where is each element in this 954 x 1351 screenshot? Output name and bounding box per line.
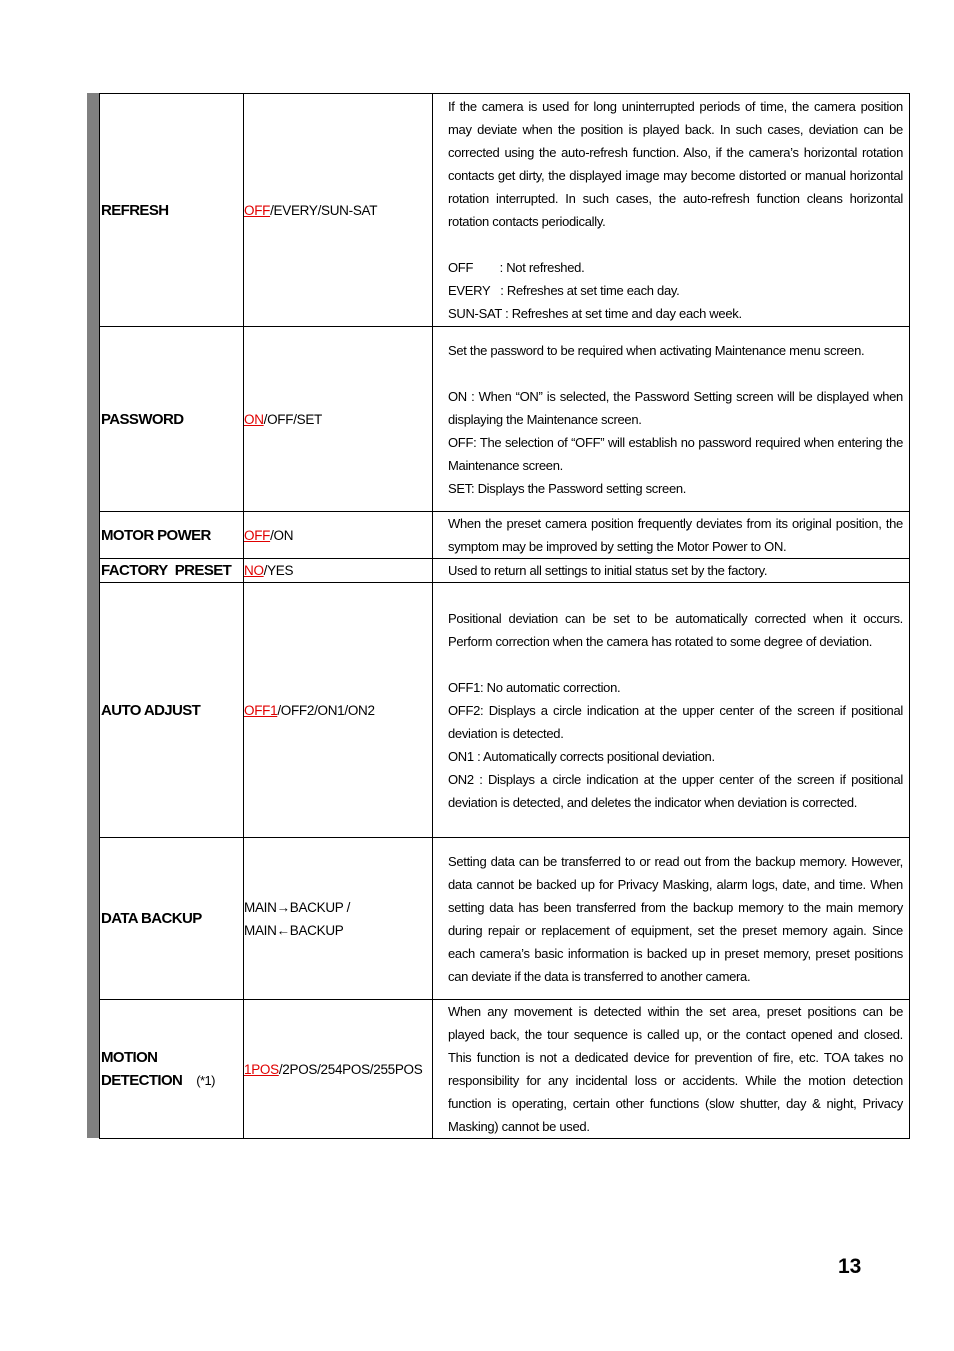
table-row: [100, 559, 910, 583]
item-options: OFF1/OFF2/ON1/ON2: [244, 583, 433, 838]
default-option: ON: [244, 411, 264, 427]
item-name: MOTOR POWER: [100, 512, 244, 559]
item-description: Set the password to be required when activating Maintenance menu screen. ON : When “ON” is selected, the Password Setting screen will be displayed when displaying the Maintenance screen. OFF: The selection of “OFF” will establish no password required when entering the Maintenance screen. SET: Displays the Password setting screen.: [433, 327, 910, 512]
footnote-ref: (*1): [196, 1073, 215, 1088]
item-options: ON/OFF/SET: [244, 327, 433, 512]
item-description: Positional deviation can be set to be automatically corrected when it occurs. Perform correction when the camera has rotated to some degree of deviation. OFF1: No automatic correction. OFF2: Displays a circle indication at the upper center of the screen if positional deviation is detected. ON1 : Automatically corrects positional deviation. ON2 : Displays a circle indication at the upper center of the screen if positional deviation is detected, and deletes the indicator when deviation is corrected.: [433, 583, 910, 838]
item-description: When the preset camera position frequently deviates from its original position, the symptom may be improved by setting the Motor Power to ON.: [433, 512, 910, 559]
item-name: REFRESH: [100, 94, 244, 327]
table-row: [100, 327, 910, 512]
settings-table: [99, 93, 910, 1139]
item-options: OFF/EVERY/SUN-SAT: [244, 94, 433, 327]
item-options: NO/YES: [244, 559, 433, 583]
default-option: 1POS: [244, 1061, 279, 1077]
item-name: AUTO ADJUST: [100, 583, 244, 838]
table-row: [100, 94, 910, 327]
default-option: OFF1: [244, 702, 278, 718]
item-name: MOTION DETECTION (*1): [100, 1000, 244, 1139]
default-option: OFF: [244, 527, 271, 543]
item-options: 1POS/2POS/254POS/255POS: [244, 1000, 433, 1139]
item-options: OFF/ON: [244, 512, 433, 559]
item-description: When any movement is detected within the set area, preset positions can be played back, the tour sequence is called up, or the contact opened and closed. This function is not a dedicated device for prevention of fire, etc. TOA takes no responsibility for any incidental loss or accidents. While the motion detection function is operating, certain other functions (slow shutter, day & night, Privacy Masking) cannot be used.: [433, 1000, 910, 1139]
page-number: 13: [838, 1255, 862, 1278]
item-name: PASSWORD: [100, 327, 244, 512]
default-option: OFF: [244, 202, 271, 218]
item-description: If the camera is used for long uninterrupted periods of time, the camera position may deviate when the position is played back. In such cases, deviation can be corrected using the auto-refresh function. Also, if the camera’s horizontal rotation contacts get dirty, the displayed image may become distorted or manual horizontal rotation interrupted. In such cases, the auto-refresh function cleans horizontal rotation contacts periodically. OFF : Not refreshed. EVERY : Refreshes at set time each day. SUN-SAT : Refreshes at set time and day each week.: [433, 94, 910, 327]
item-name: DATA BACKUP: [100, 838, 244, 1000]
left-margin-bar: [87, 93, 99, 1138]
item-description: Used to return all settings to initial status set by the factory.: [433, 559, 910, 583]
default-option: NO: [244, 563, 264, 578]
table-row: [100, 583, 910, 838]
table-row: [100, 838, 910, 1000]
item-name: FACTORY PRESET: [100, 559, 244, 583]
item-options: MAIN→BACKUP / MAIN←BACKUP: [244, 838, 433, 1000]
item-description: Setting data can be transferred to or read out from the backup memory. However, data cannot be backed up for Privacy Masking, alarm logs, date, and time. When setting data has been transferred from the backup memory to the main memory during repair or replacement of equipment, set the preset memory again. Since each camera’s basic information is backed up in preset memory, preset positions can deviate if the data is transferred to another camera.: [433, 838, 910, 1000]
table-row: [100, 512, 910, 559]
table-row: [100, 1000, 910, 1139]
